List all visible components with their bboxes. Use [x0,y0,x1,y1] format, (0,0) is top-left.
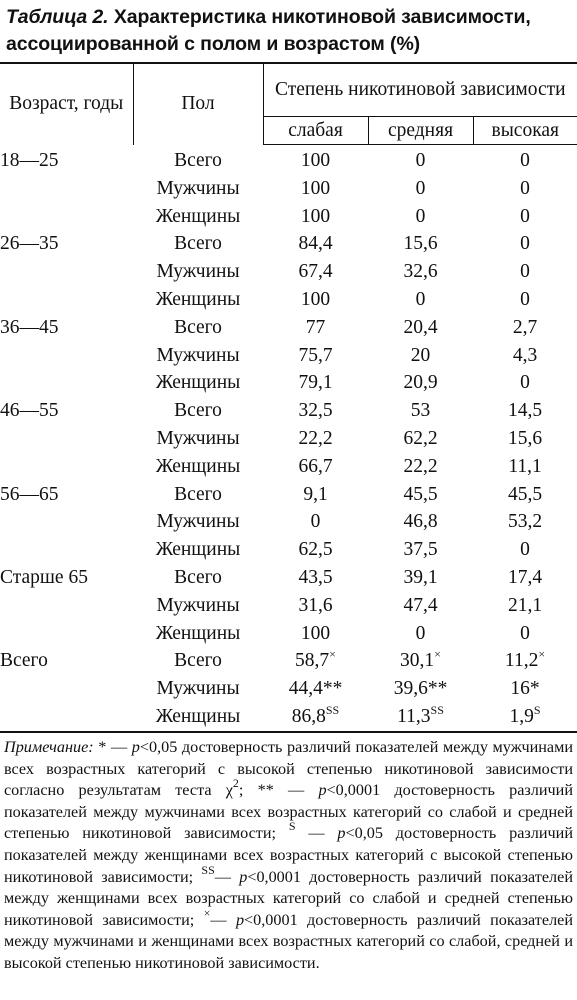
high-value-cell [473,397,577,425]
sex-cell: Мужчины [156,427,240,449]
value-text: 30,1 [400,650,435,672]
age-group-cell: 46—55 [0,400,59,422]
footnote-segment: — [210,910,236,929]
weak-value-cell [263,314,368,342]
significance-mark: × [329,647,336,662]
significance-mark: × [434,647,441,662]
high-value-cell [473,620,577,648]
table-row [0,286,577,314]
sex-cell: Мужчины [156,177,240,199]
value-text: 53 [410,400,431,422]
high-value-cell [473,286,577,314]
weak-value-cell [263,508,368,536]
age-group-cell: Старше 65 [0,566,88,588]
sex-cell: Женщины [155,288,241,310]
age-group-cell [0,703,133,732]
value-text: 16* [510,678,540,700]
sex-cell: Всего [174,316,222,338]
value-text: 100 [300,622,331,644]
footnote-text [4,738,573,972]
high-value-cell [473,258,577,286]
value-text: 67,4 [298,261,333,283]
footnote-superscript: 2 [232,776,239,791]
header-sex: Пол [133,63,263,145]
value-text: 39,1 [403,566,438,588]
high-value-cell [473,453,577,481]
header-degree: Степень никотиновой зависимости [263,63,577,117]
table-row [0,175,577,203]
value-text: 11,1 [508,455,542,477]
medium-value-cell [368,647,473,675]
value-text: 32,5 [298,400,333,422]
value-text: 0 [520,539,530,561]
table-row [0,703,577,732]
value-text: 0 [520,622,530,644]
weak-value-cell [263,453,368,481]
medium-value-cell [368,481,473,509]
weak-value-cell [263,258,368,286]
footnote-p-symbol: p [239,867,248,886]
age-group-cell: 56—65 [0,483,59,505]
value-text: 58,7 [295,650,330,672]
value-text: 9,1 [303,483,328,505]
value-text: 100 [300,205,331,227]
medium-value-cell [368,703,473,732]
footnote-superscript: × [203,905,211,920]
high-value-cell [473,481,577,509]
table-row [0,314,577,342]
value-text: 100 [300,288,331,310]
value-text: 11,2 [504,650,539,672]
weak-value-cell [263,675,368,703]
value-text: 2,7 [512,316,538,338]
sex-cell: Всего [174,233,222,255]
value-text: 17,4 [507,566,543,588]
medium-value-cell [368,258,473,286]
weak-value-cell [263,647,368,675]
value-text: 0 [415,150,426,171]
table-footnote [4,737,573,975]
value-text: 100 [300,177,331,199]
medium-value-cell [368,145,473,175]
table-caption [6,4,574,58]
medium-value-cell [368,314,473,342]
medium-value-cell [368,397,473,425]
table-row [0,620,577,648]
medium-value-cell [368,592,473,620]
table-row [0,397,577,425]
value-text: 47,4 [403,594,438,616]
weak-value-cell [263,592,368,620]
weak-value-cell [263,342,368,370]
sex-cell: Женщины [155,539,241,561]
age-group-cell [0,508,133,536]
footnote-p-symbol: p [337,824,346,843]
medium-value-cell [368,564,473,592]
age-group-cell [0,592,133,620]
high-value-cell [473,425,577,453]
value-text: 0 [415,288,426,310]
footnote-segment: — [295,824,338,843]
medium-value-cell [368,342,473,370]
value-text: 43,5 [298,566,333,588]
medium-value-cell [368,425,473,453]
value-text: 4,3 [512,344,538,366]
value-text: 44,4** [288,678,343,700]
age-group-cell [0,286,133,314]
high-value-cell [473,592,577,620]
value-text: 15,6 [507,427,543,449]
weak-value-cell [263,145,368,175]
sex-cell: Всего [174,400,222,422]
value-text: 86,8 [291,705,326,727]
sex-cell: Мужчины [156,511,240,533]
footnote-segment: <0,0001 достоверность различий показателей между женщинами всех возрастных категорий со слабой и средней степенью никотиновой зависимости; [4,867,573,929]
sex-cell: Мужчины [156,261,240,283]
footnote-label: Примечание: [4,738,94,756]
value-text: 0 [520,288,530,310]
medium-value-cell [368,675,473,703]
high-value-cell [473,203,577,231]
sex-cell: Всего [174,483,222,505]
medium-value-cell [368,286,473,314]
significance-mark: S [533,702,541,717]
table-row [0,481,577,509]
age-group-cell [0,175,133,203]
weak-value-cell [263,620,368,648]
value-text: 14,5 [507,400,543,422]
weak-value-cell [263,230,368,258]
value-text: 22,2 [298,427,333,449]
weak-value-cell [263,536,368,564]
value-text: 62,5 [298,539,333,561]
subheader-medium: средняя [368,117,473,145]
weak-value-cell [263,175,368,203]
footnote-p-symbol: p [131,738,140,756]
weak-value-cell [263,369,368,397]
value-text: 39,6** [393,678,448,700]
value-text: 0 [520,261,530,283]
age-group-cell: 26—35 [0,233,59,255]
value-text: 0 [415,177,426,199]
table-row [0,258,577,286]
footnote-segment: * — [93,738,132,756]
table-row [0,647,577,675]
weak-value-cell [263,203,368,231]
age-group-cell: Всего [0,650,48,672]
sex-cell: Женщины [155,372,241,394]
age-group-cell: 36—45 [0,316,59,338]
medium-value-cell [368,369,473,397]
table-row [0,203,577,231]
medium-value-cell [368,230,473,258]
high-value-cell [473,508,577,536]
significance-mark: SS [430,702,444,717]
sex-cell: Всего [174,650,222,672]
age-group-cell [0,342,133,370]
value-text: 46,8 [403,511,438,533]
nicotine-dependence-table [0,62,577,733]
weak-value-cell [263,286,368,314]
value-text: 45,5 [507,483,543,505]
high-value-cell [473,369,577,397]
footnote-segment: <0,05 достоверность различий показателей между мужчинами всех возрастных категорий с высокой степенью никотиновой зависимости согласно результатам теста χ [4,738,574,800]
high-value-cell [473,342,577,370]
value-text: 66,7 [298,455,333,477]
value-text: 22,2 [403,455,438,477]
footnote-segment: — [214,867,240,886]
age-group-cell: 18—25 [0,149,59,171]
table-row [0,453,577,481]
sex-cell: Мужчины [156,678,240,700]
significance-mark: × [538,647,546,662]
sex-cell: Женщины [155,622,241,644]
table-row [0,508,577,536]
high-value-cell [473,536,577,564]
table-row [0,425,577,453]
age-group-cell [0,536,133,564]
significance-mark: SS [325,702,340,717]
value-text: 62,2 [403,427,438,449]
value-text: 53,2 [507,511,543,533]
high-value-cell [473,175,577,203]
medium-value-cell [368,620,473,648]
weak-value-cell [263,481,368,509]
value-text: 0 [520,233,530,255]
weak-value-cell [263,425,368,453]
table-row [0,536,577,564]
value-text: 84,4 [298,233,333,255]
age-group-cell [0,620,133,648]
sex-cell: Женщины [155,205,241,227]
value-text: 79,1 [298,372,333,394]
value-text: 0 [520,205,530,227]
value-text: 31,6 [298,594,333,616]
value-text: 77 [305,316,326,338]
footnote-segment: ; ** — [238,781,319,800]
value-text: 20 [410,344,431,366]
age-group-cell [0,453,133,481]
footnote-segment: <0,0001 достоверность различий показателей между мужчинами и женщинами всех возрастных категорий со слабой, средней и высокой степенью никотиновой зависимости. [4,910,573,972]
table-row [0,592,577,620]
high-value-cell [473,314,577,342]
medium-value-cell [368,453,473,481]
subheader-high: высокая [473,117,577,145]
age-group-cell [0,369,133,397]
sex-cell: Всего [174,566,222,588]
table-number: Таблица 2. [6,6,109,28]
sex-cell: Женщины [155,455,241,477]
value-text: 20,4 [403,316,438,338]
value-text: 0 [415,205,426,227]
header-age: Возраст, годы [0,63,133,145]
medium-value-cell [368,203,473,231]
table-row [0,369,577,397]
table-row [0,564,577,592]
medium-value-cell [368,536,473,564]
age-group-cell [0,425,133,453]
value-text: 0 [520,177,530,199]
table-title: Характеристика никотиновой зависимости, ассоциированной с полом и возрастом (%) [6,6,531,55]
age-group-cell [0,675,133,703]
value-text: 75,7 [298,344,333,366]
table-row [0,145,577,175]
high-value-cell [473,703,577,732]
medium-value-cell [368,175,473,203]
medium-value-cell [368,508,473,536]
footnote-superscript: S [288,819,296,834]
sex-cell: Женщины [133,703,263,732]
high-value-cell [473,675,577,703]
value-text: 21,1 [507,594,543,616]
value-text: 15,6 [403,233,438,255]
value-text: 0 [520,150,530,171]
high-value-cell [473,145,577,175]
table-row [0,675,577,703]
weak-value-cell [263,703,368,732]
high-value-cell [473,564,577,592]
value-text: 0 [520,372,530,394]
age-group-cell [0,258,133,286]
high-value-cell [473,647,577,675]
age-group-cell [0,203,133,231]
value-text: 20,9 [403,372,438,394]
sex-cell: Мужчины [156,344,240,366]
footnote-p-symbol: p [318,781,327,800]
footnote-p-symbol: p [235,910,245,929]
value-text: 45,5 [403,483,438,505]
sex-cell: Всего [174,149,222,171]
value-text: 11,3 [397,705,431,727]
weak-value-cell [263,564,368,592]
high-value-cell [473,230,577,258]
table-body [0,145,577,732]
value-text: 32,6 [403,261,438,283]
value-text: 100 [300,150,331,171]
value-text: 0 [415,622,426,644]
weak-value-cell [263,397,368,425]
value-text: 0 [310,511,321,533]
footnote-segment: <0,05 достоверность различий показателей между женщинами всех возрастных категорий с высокой степенью никотиновой зависимости; [4,824,574,886]
footnote-segment: <0,0001 достоверность различий показателей между мужчинами всех возрастных категорий со слабой и средней степенью никотиновой зависимости; [4,781,573,843]
value-text: 1,9 [509,705,534,727]
subheader-weak: слабая [263,117,368,145]
value-text: 37,5 [403,539,438,561]
table-row [0,230,577,258]
sex-cell: Мужчины [156,594,240,616]
table-row [0,342,577,370]
footnote-superscript: SS [201,862,215,877]
